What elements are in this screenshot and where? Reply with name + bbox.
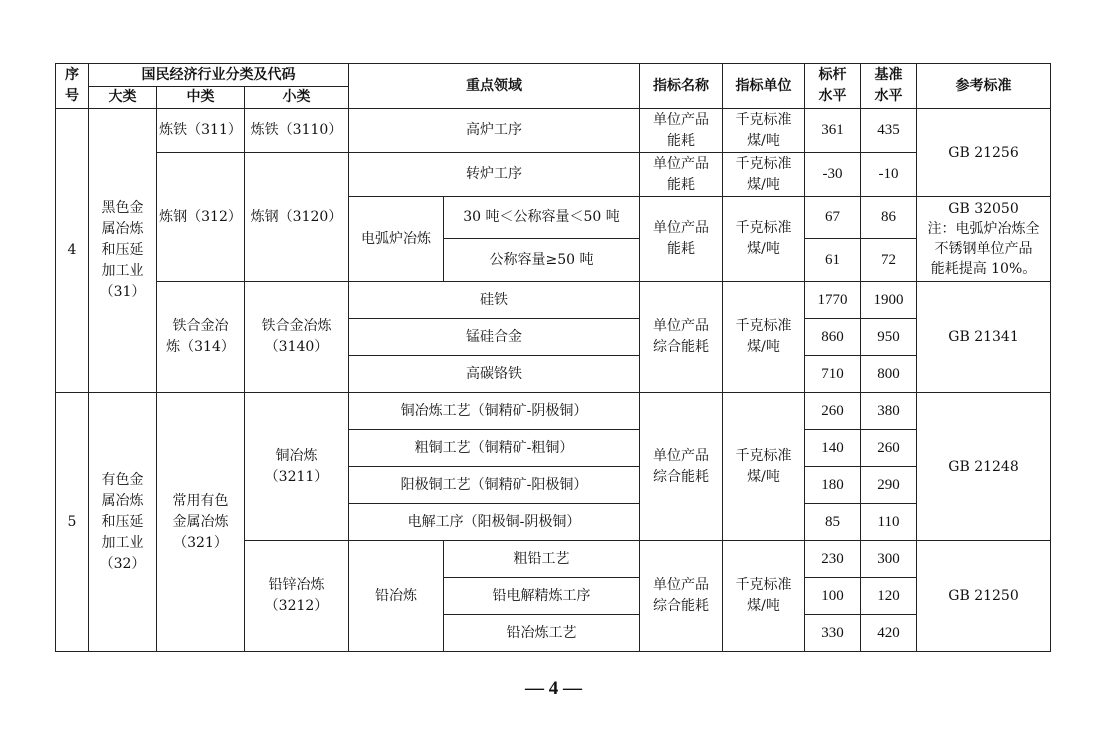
- baseline-cell: 950: [861, 319, 917, 356]
- reference-cell: GB 21256: [917, 109, 1051, 197]
- benchmark-cell: 330: [805, 615, 861, 652]
- header-seq: 序 号: [56, 64, 89, 109]
- baseline-cell: 86: [861, 197, 917, 239]
- table-row: [56, 153, 1051, 197]
- header-benchmark: 标杆 水平: [805, 64, 861, 109]
- baseline-cell: 260: [861, 430, 917, 467]
- reference-cell: GB 21250: [917, 541, 1051, 652]
- baseline-cell: 72: [861, 239, 917, 282]
- major-category-cell: 黑色金 属冶炼 和压延 加工业 （31）: [89, 109, 157, 393]
- indicator-unit-cell: 千克标准 煤/吨: [723, 541, 805, 652]
- minor-category-cell: 铁合金冶炼 （3140）: [245, 282, 349, 393]
- benchmark-cell: 260: [805, 393, 861, 430]
- minor-category-cell: 炼铁（3110）: [245, 109, 349, 153]
- baseline-cell: 380: [861, 393, 917, 430]
- reference-cell: GB 21341: [917, 282, 1051, 393]
- table-row: [56, 393, 1051, 430]
- header-minor: 小类: [245, 87, 349, 109]
- medium-category-cell: 炼铁（311）: [157, 109, 245, 153]
- baseline-cell: 420: [861, 615, 917, 652]
- minor-category-cell: 铅锌冶炼 （3212）: [245, 541, 349, 652]
- benchmark-cell: 710: [805, 356, 861, 393]
- indicator-unit-cell: 千克标准 煤/吨: [723, 282, 805, 393]
- field-cell: 铅冶炼工艺: [444, 615, 640, 652]
- baseline-cell: 435: [861, 109, 917, 153]
- field-cell: 铅电解精炼工序: [444, 578, 640, 615]
- subfield-cell: 铅冶炼: [349, 541, 444, 652]
- field-cell: 转炉工序: [349, 153, 640, 197]
- field-cell: 30 吨＜公称容量＜50 吨: [444, 197, 640, 239]
- indicator-name-cell: 单位产品 能耗: [640, 153, 723, 197]
- seq-cell: 4: [56, 109, 89, 393]
- minor-category-cell: 炼钢（3120）: [245, 153, 349, 282]
- benchmark-cell: 85: [805, 504, 861, 541]
- field-cell: 硅铁: [349, 282, 640, 319]
- table-row: [56, 282, 1051, 319]
- page-number: — 4 —: [525, 678, 582, 699]
- indicator-unit-cell: 千克标准 煤/吨: [723, 197, 805, 282]
- header-indicator-name: 指标名称: [640, 64, 723, 109]
- header-classification: 国民经济行业分类及代码: [89, 64, 349, 87]
- indicator-name-cell: 单位产品 能耗: [640, 109, 723, 153]
- medium-category-cell: 铁合金冶 炼（314）: [157, 282, 245, 393]
- major-category-cell: 有色金 属冶炼 和压延 加工业 （32）: [89, 393, 157, 652]
- baseline-cell: 800: [861, 356, 917, 393]
- indicator-unit-cell: 千克标准 煤/吨: [723, 109, 805, 153]
- benchmark-cell: 140: [805, 430, 861, 467]
- baseline-cell: 290: [861, 467, 917, 504]
- field-cell: 阳极铜工艺（铜精矿-阳极铜）: [349, 467, 640, 504]
- benchmark-cell: 61: [805, 239, 861, 282]
- field-cell: 电解工序（阳极铜-阴极铜）: [349, 504, 640, 541]
- indicator-name-cell: 单位产品 综合能耗: [640, 541, 723, 652]
- baseline-cell: -10: [861, 153, 917, 197]
- benchmark-cell: 860: [805, 319, 861, 356]
- header-indicator-unit: 指标单位: [723, 64, 805, 109]
- subfield-cell: 电弧炉冶炼: [349, 197, 444, 282]
- baseline-cell: 1900: [861, 282, 917, 319]
- reference-cell: GB 21248: [917, 393, 1051, 541]
- benchmark-cell: 1770: [805, 282, 861, 319]
- baseline-cell: 120: [861, 578, 917, 615]
- field-cell: 公称容量≥50 吨: [444, 239, 640, 282]
- energy-benchmark-table: [55, 63, 1051, 652]
- benchmark-cell: 180: [805, 467, 861, 504]
- field-cell: 高碳铬铁: [349, 356, 640, 393]
- field-cell: 粗铅工艺: [444, 541, 640, 578]
- indicator-name-cell: 单位产品 能耗: [640, 197, 723, 282]
- field-cell: 高炉工序: [349, 109, 640, 153]
- baseline-cell: 300: [861, 541, 917, 578]
- header-field: 重点领域: [349, 64, 640, 109]
- indicator-name-cell: 单位产品 综合能耗: [640, 282, 723, 393]
- seq-cell: 5: [56, 393, 89, 652]
- indicator-unit-cell: 千克标准 煤/吨: [723, 393, 805, 541]
- benchmark-cell: 100: [805, 578, 861, 615]
- field-cell: 铜冶炼工艺（铜精矿-阴极铜）: [349, 393, 640, 430]
- medium-category-cell: 炼钢（312）: [157, 153, 245, 282]
- header-medium: 中类: [157, 87, 245, 109]
- indicator-unit-cell: 千克标准 煤/吨: [723, 153, 805, 197]
- field-cell: 锰硅合金: [349, 319, 640, 356]
- field-cell: 粗铜工艺（铜精矿-粗铜）: [349, 430, 640, 467]
- reference-cell: GB 32050 注：电弧炉冶炼全 不锈钢单位产品 能耗提高 10%。: [917, 197, 1051, 282]
- minor-category-cell: 铜冶炼 （3211）: [245, 393, 349, 541]
- header-reference: 参考标准: [917, 64, 1051, 109]
- benchmark-cell: 67: [805, 197, 861, 239]
- medium-category-cell: 常用有色 金属冶炼 （321）: [157, 393, 245, 652]
- benchmark-cell: 361: [805, 109, 861, 153]
- indicator-name-cell: 单位产品 综合能耗: [640, 393, 723, 541]
- benchmark-cell: 230: [805, 541, 861, 578]
- table-row: [56, 109, 1051, 153]
- header-major: 大类: [89, 87, 157, 109]
- benchmark-cell: -30: [805, 153, 861, 197]
- baseline-cell: 110: [861, 504, 917, 541]
- header-baseline: 基准 水平: [861, 64, 917, 109]
